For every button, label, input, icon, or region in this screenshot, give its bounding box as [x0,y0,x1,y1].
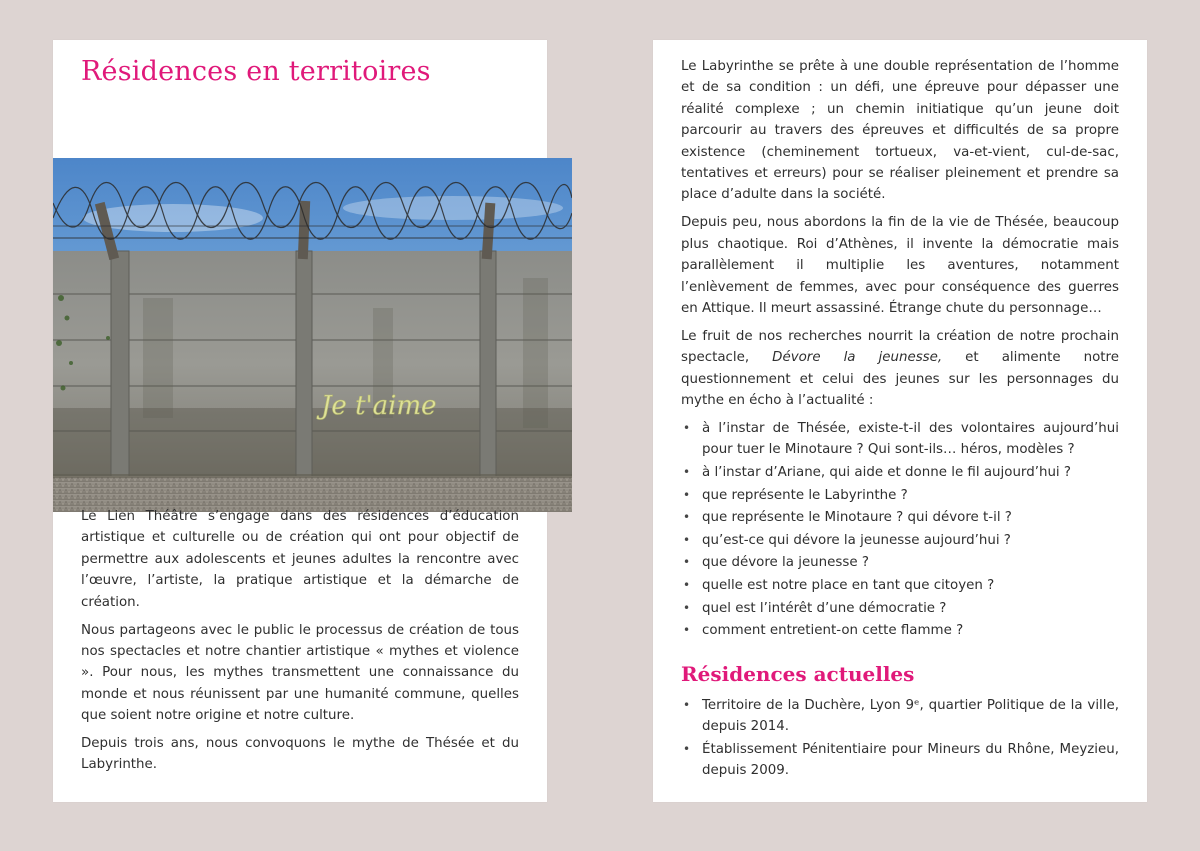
bullet-icon: • [683,577,691,592]
paragraph-text: et alimente notre questionnement et celui des jeunes sur les personnages du mythe en écho à l’actualité : [681,350,1120,409]
list-item: • que représente le Labyrinthe ? [681,485,1119,506]
list-item: • que représente le Minotaure ? qui dévore t-il ? [681,507,1119,528]
residences-list [681,695,1119,782]
paragraph [681,326,1119,412]
wall-photo [53,158,572,512]
list-item: • à l’instar d’Ariane, qui aide et donne le fil aujourd’hui ? [681,462,1119,483]
list-item: • quel est l’intérêt d’une démocratie ? [681,598,1119,619]
paragraph: Le Labyrinthe se prête à une double représentation de l’homme et de sa condition : un défi, une épreuve pour dépasser une réalité complexe ; un chemin initiatique qu’un jeune doit parcourir au travers des épreuves et difficultés de sa propre existence (cheminement tortueux, va-et-vient, cul-de-sac, tentatives et erreurs) pour se réaliser pleinement et prendre sa place d’adulte dans la société. [681,59,1119,203]
list-item: • qu’est-ce qui dévore la jeunesse aujourd’hui ? [681,530,1119,551]
bullet-icon: • [683,510,691,525]
list-item: • quelle est notre place en tant que citoyen ? [681,575,1119,596]
bullet-icon: • [683,555,691,570]
right-page [653,40,1147,802]
paragraph: Depuis trois ans, nous convoquons le mythe de Thésée et du Labyrinthe. [81,736,519,773]
paragraph-text: Le fruit de nos recherches nourrit la création de notre prochain spectacle, [681,328,1119,366]
bullet-icon: • [683,421,691,435]
paragraph: Le Lien Théâtre s’engage dans des résidences d’éducation artistique et culturelle ou de création qui ont pour objectif de permettre aux adolescents et jeunes adultes la rencontre avec l’œuvre, l’artiste, la pratique artistique et la démarche de création. [81,509,519,610]
bullet-icon: • [683,487,691,502]
list-item: • comment entretient-on cette flamme ? [681,620,1119,641]
left-body-text [81,506,519,782]
page-title: Résidences en territoires [81,56,431,87]
paragraph: Nous partageons avec le public le processus de création de tous nos spectacles et notre chantier artistique « mythes et violence ». Pour nous, les mythes transmettent une connaissance du monde et nous réunissent par une humanité commune, quelles que soient notre origine et notre culture. [81,622,519,724]
bullet-icon: • [683,623,691,638]
bullet-icon: • [683,465,691,479]
graffiti-text: Je t'aime [321,391,437,421]
bullet-icon: • [683,600,691,615]
right-body-text [681,56,1119,783]
bullet-icon: • [683,532,691,547]
list-item: • Établissement Pénitentiaire pour Mineurs du Rhône, Meyzieu, depuis 2009. [681,739,1119,782]
list-item: • que dévore la jeunesse ? [681,552,1119,573]
show-title: Dévore la jeunesse, [772,350,943,366]
section-heading: Résidences actuelles [681,661,915,686]
list-item: • à l’instar de Thésée, existe-t-il des volontaires aujourd’hui pour tuer le Minotaure ? Qui sont-ils… héros, modèles ? [681,418,1119,461]
bullet-icon: • [683,741,691,756]
left-page [53,40,547,802]
bullet-icon: • [683,697,691,712]
list-item: • Territoire de la Duchère, Lyon 9ᵉ, quartier Politique de la ville, depuis 2014. [681,695,1119,738]
questions-list [681,418,1119,642]
paragraph: Depuis peu, nous abordons la fin de la vie de Thésée, beaucoup plus chaotique. Roi d’Athènes, il invente la démocratie mais parallèlement il multiplie les aventures, notamment l’enlèvement de femmes, avec pour conséquence des guerres en Attique. Il meurt assassiné. Étrange chute du personnage… [681,215,1119,316]
